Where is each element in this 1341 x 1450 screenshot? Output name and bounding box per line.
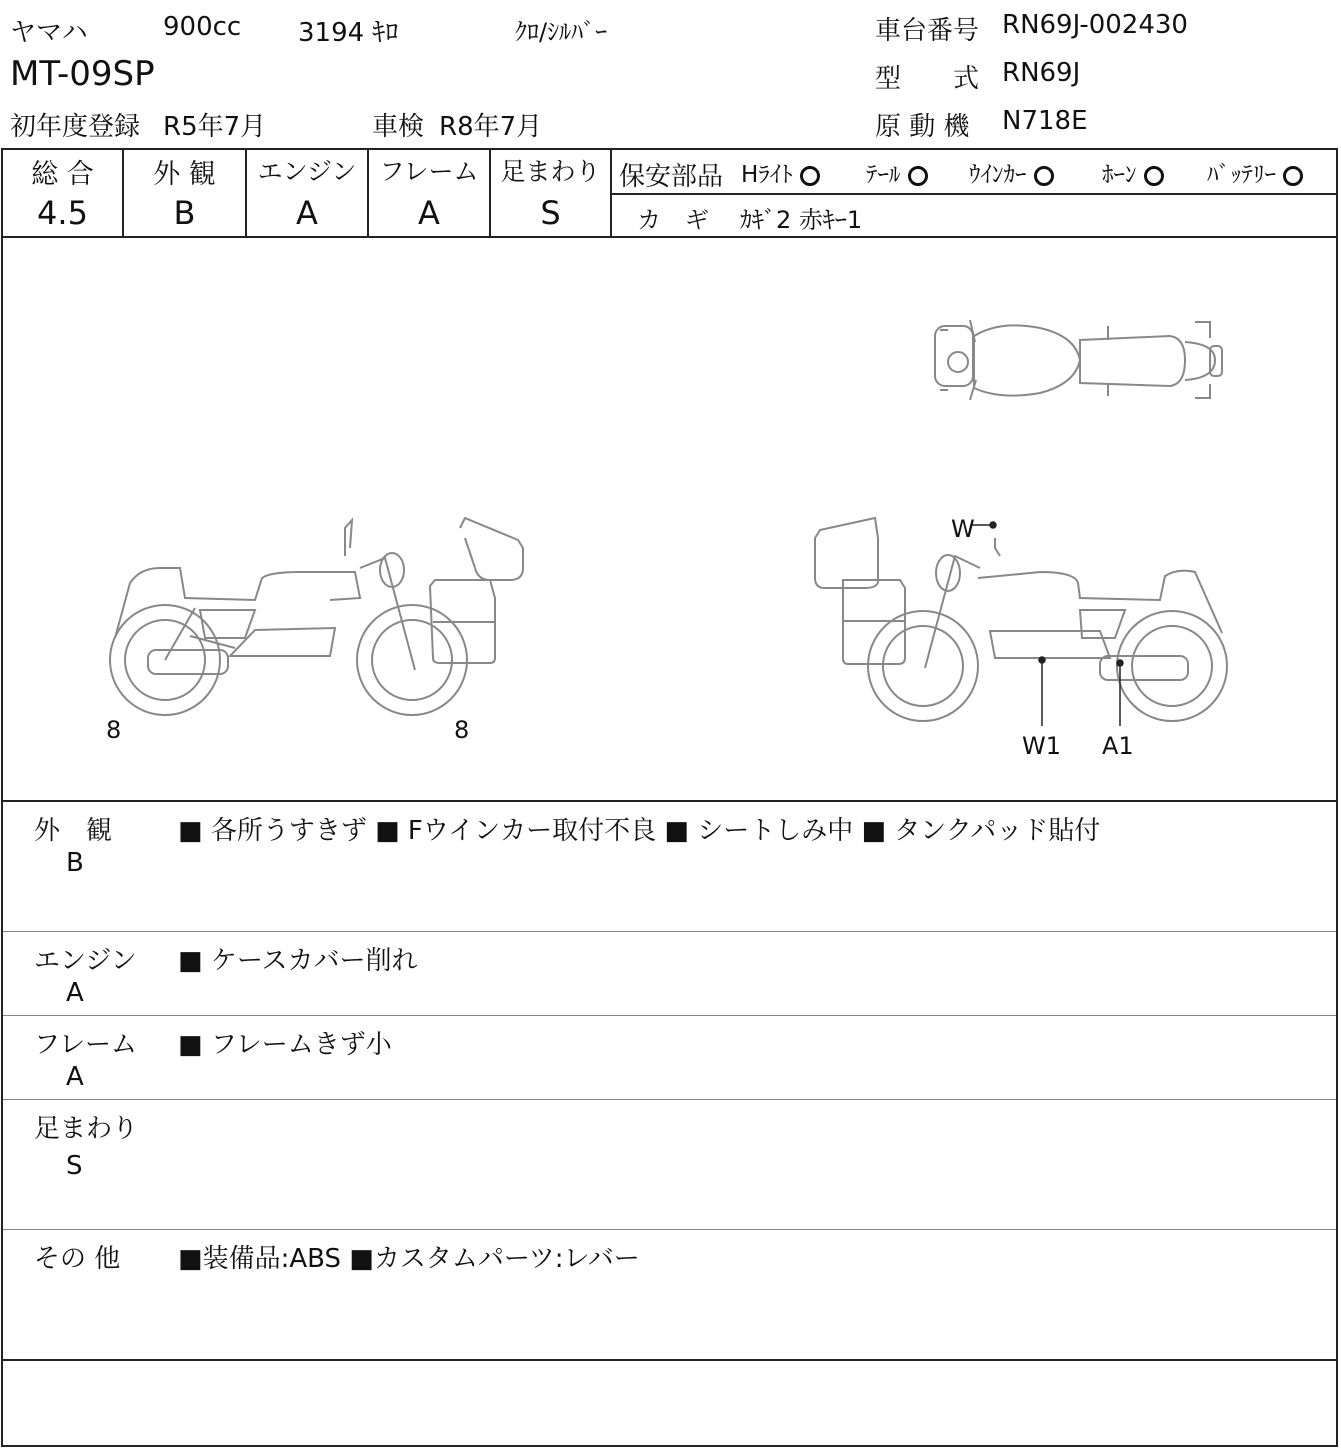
first-registration-label: 初年度登録 <box>10 112 141 142</box>
section-exterior-notes: ■ 各所うすきず ■ Fウインカー取付不良 ■ シートしみ中 ■ タンクパッド貼付 <box>178 816 1101 846</box>
grade-exterior-label: 外 観 <box>153 159 216 190</box>
key-label: カ ギ <box>637 206 709 234</box>
check-circle-icon <box>1283 166 1303 186</box>
right-side-view-icon <box>815 518 1227 721</box>
safety-item-battery: ﾊﾞｯﾃﾘｰ <box>1207 156 1303 189</box>
section-frame-label: フレーム <box>34 1030 137 1060</box>
section-frame-notes: ■ フレームきず小 <box>178 1030 392 1060</box>
safety-label: 保安部品 <box>619 162 724 192</box>
left-side-view-icon <box>110 518 523 715</box>
grade-engine-label: エンジン <box>257 157 357 186</box>
tire-front-left-mark: 8 <box>106 716 122 744</box>
section-suspension-grade: S <box>66 1151 83 1181</box>
check-circle-icon <box>1144 166 1164 186</box>
section-exterior-label: 外 観 <box>34 816 113 846</box>
grade-overall-value: 4.5 <box>37 194 88 232</box>
grade-frame-label: フレーム <box>379 157 479 186</box>
first-registration-value: R5年7月 <box>163 112 267 142</box>
grade-exterior-value: B <box>173 194 196 232</box>
mileage: 3194 ｷﾛ <box>298 18 399 48</box>
type-value: RN69J <box>1002 58 1081 88</box>
motorcycle-diagram <box>0 238 1341 800</box>
inspection-value: R8年7月 <box>439 112 543 142</box>
frame-no-value: RN69J-002430 <box>1002 10 1188 40</box>
inspection-label: 車検 <box>372 112 425 142</box>
check-circle-icon <box>908 166 928 186</box>
check-circle-icon <box>1034 166 1054 186</box>
displacement: 900cc <box>163 12 242 42</box>
section-other-notes: ■装備品:ABS ■カスタムパーツ:レバー <box>178 1244 640 1274</box>
engine-value: N718E <box>1002 106 1088 136</box>
engine-label: 原 動 機 <box>875 112 970 142</box>
section-exterior-grade: B <box>66 848 84 878</box>
safety-item-winker: ｳｲﾝｶｰ <box>969 156 1054 189</box>
safety-item-horn: ﾎｰﾝ <box>1102 156 1164 189</box>
safety-item-tail: ﾃｰﾙ <box>866 156 928 189</box>
section-engine-label: エンジン <box>34 946 137 976</box>
mark-handle: W <box>951 515 975 543</box>
section-engine-grade: A <box>66 978 84 1008</box>
key-value: ｶｷﾞ2 赤ｷｰ1 <box>740 206 863 234</box>
safety-item-headlight: Hﾗｲﾄ <box>741 156 820 189</box>
model-name: MT-09SP <box>10 54 155 94</box>
mark-frame: A1 <box>1102 732 1134 760</box>
section-other-label: その 他 <box>34 1244 121 1274</box>
mark-engine: W1 <box>1022 732 1061 760</box>
grade-suspension-label: 足まわり <box>500 157 601 186</box>
color: ｸﾛ/ｼﾙﾊﾞｰ <box>515 18 608 46</box>
section-suspension-label: 足まわり <box>34 1114 139 1144</box>
grade-suspension-value: S <box>540 194 561 232</box>
grade-engine-value: A <box>296 194 318 232</box>
maker: ヤマハ <box>10 18 88 48</box>
section-frame-grade: A <box>66 1062 84 1092</box>
tire-rear-left-mark: 8 <box>454 716 470 744</box>
frame-no-label: 車台番号 <box>875 16 980 46</box>
section-engine-notes: ■ ケースカバー削れ <box>178 946 418 976</box>
type-label: 型 式 <box>875 64 980 94</box>
check-circle-icon <box>800 166 820 186</box>
grade-frame-value: A <box>418 194 440 232</box>
top-view-icon <box>935 320 1222 400</box>
grade-overall-label: 総 合 <box>31 159 94 190</box>
